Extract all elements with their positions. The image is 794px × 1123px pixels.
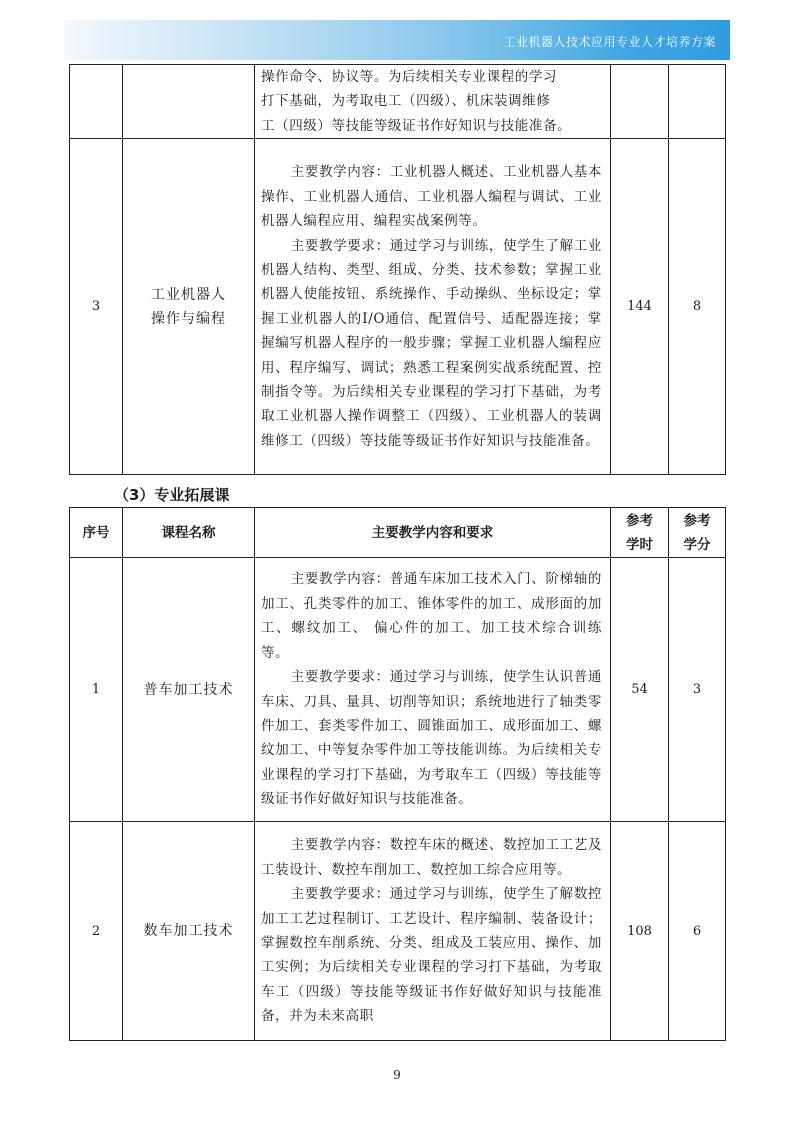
table-row: [70, 558, 726, 822]
teaching-content: 主要教学内容：工业机器人概述、工业机器人基本操作、工业机器人通信、工业机器人编程与调试、工业机器人编程应用、编程实战案例等。: [261, 164, 602, 230]
header-hours: [611, 508, 669, 558]
cell-name: [123, 65, 255, 139]
table-header-row: [70, 508, 726, 558]
cell-name: [123, 139, 255, 475]
description-line: 工（四级）等技能等级证书作好知识与技能准备。: [261, 117, 572, 134]
table-row: [70, 65, 726, 139]
header-banner: [64, 20, 730, 60]
cell-description: [255, 139, 611, 475]
cell-no: 2: [70, 822, 123, 1041]
cell-hours: 144: [611, 139, 669, 475]
teaching-requirements: 主要教学要求：通过学习与训练，使学生了解工业机器人结构、类型、组成、分类、技术参数；掌握工业机器人使能按钮、系统操作、手动操纵、坐标设定；掌握工业机器人的I/O通信、配置信号、适配器连接；掌握编写机器人程序的一般步骤；掌握工业机器人编程应用、程序编写、调试；熟悉工程案例实战系统配置、控制指令等。为后续相关专业课程的学习打下基础，为考取工业机器人操作调整工（四级）、工业机器人的装调维修工（四级）等技能等级证书作好知识与技能准备。: [261, 237, 602, 449]
description-line: 操作命令、协议等。为后续相关专业课程的学习: [261, 69, 558, 85]
teaching-requirements: 主要教学要求：通过学习与训练，使学生了解数控加工工艺过程制订、工艺设计、程序编制、装备设计；掌握数控车削系统、分类、组成及工装应用、操作、加工实例；为后续相关专业课程的学习打下基础，为考取车工（四级）等技能等级证书作好做好知识与技能准备，并为未来高职: [261, 886, 602, 1025]
table-row: [70, 822, 726, 1041]
cell-name: 数车加工技术: [123, 822, 255, 1041]
header-no: 序号: [70, 508, 123, 558]
section-heading: （3）专业拓展课: [114, 486, 230, 504]
header-hours-label: 参考学时: [626, 512, 653, 553]
cell-credits: 6: [669, 822, 726, 1041]
header-credits: [669, 508, 726, 558]
cell-description: [255, 558, 611, 822]
header-content: 主要教学内容和要求: [255, 508, 611, 558]
cell-no: 1: [70, 558, 123, 822]
cell-no: 3: [70, 139, 123, 475]
teaching-requirements: 主要教学要求：通过学习与训练，使学生认识普通车床、刀具、量具、切削等知识；系统地进行了轴类零件加工、套类零件加工、圆锥面加工、成形面加工、螺纹加工、中等复杂零件加工等技能训练。为后续相关专业课程的学习打下基础，为考取车工（四级）等技能等级证书作好做好知识与技能准备。: [261, 669, 602, 808]
cell-credits: [669, 65, 726, 139]
document-title: 工业机器人技术应用专业人才培养方案: [503, 35, 716, 49]
course-table-continued: [69, 64, 726, 475]
description-line: 打下基础，为考取电工（四级）、机床装调维修: [261, 93, 551, 110]
course-table-extension: [69, 507, 726, 1041]
cell-hours: 54: [611, 558, 669, 822]
teaching-content: 主要教学内容：普通车床加工技术入门、阶梯轴的加工、孔类零件的加工、锥体零件的加工、成形面的加工、螺纹加工、 偏心件的加工、加工技术综合训练等。: [261, 571, 602, 661]
cell-hours: [611, 65, 669, 139]
cell-hours: 108: [611, 822, 669, 1041]
table-row: [70, 139, 726, 475]
cell-credits: 3: [669, 558, 726, 822]
course-name: 工业机器人操作与编程: [151, 286, 226, 327]
cell-no: [70, 65, 123, 139]
teaching-content: 主要教学内容：数控车床的概述、数控加工工艺及工装设计、数控车削加工、数控加工综合应用等。: [261, 837, 602, 878]
header-name: 课程名称: [123, 508, 255, 558]
header-credits-label: 参考学分: [683, 512, 711, 553]
page-number: 9: [393, 1068, 401, 1082]
cell-description: [255, 822, 611, 1041]
cell-name: 普车加工技术: [123, 558, 255, 822]
cell-description: [255, 65, 611, 139]
cell-credits: 8: [669, 139, 726, 475]
